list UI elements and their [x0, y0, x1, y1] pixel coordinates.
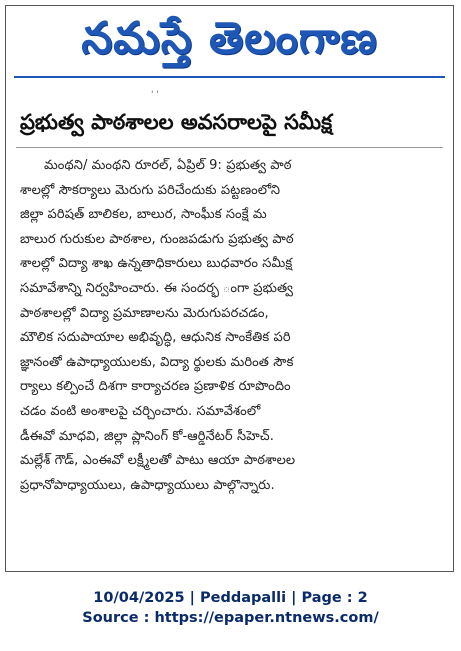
newspaper-masthead: నమస్తే తెలంగాణ: [81, 13, 378, 64]
article-line: మంథని/ మంథని రూరల్, ఏప్రిల్ 9: ప్రభుత్వ పాఠ: [44, 158, 292, 173]
article-line: బాలుర గురుకుల పాఠశాల, గుంజపడుగు ప్రభుత్వ పాఠ: [20, 231, 294, 247]
article-line: మల్లేశ్ గౌడ్, ఎంఈవో లక్ష్మీలతో పాటు ఆయా పాఠశాలల: [20, 453, 296, 469]
clipping-footer: [0, 588, 461, 628]
article-body: [20, 154, 450, 498]
article-line: చడం వంటి అంశాలపై చర్చించారు. సమావేశంలో: [20, 403, 261, 419]
article-line: జ్ఞానంతో ఉపాధ్యాయులకు, విద్యా ర్థులకు మరింత సౌక: [20, 354, 294, 370]
article-line: జిల్లా పరిషత్ బాలికల, బాలుర, సాంఘీక సంక్షే మ: [20, 207, 267, 223]
article-headline: ప్రభుత్వ పాఠశాలల అవసరాలపై సమీక్ష: [20, 110, 333, 134]
masthead-divider: [14, 76, 445, 78]
page-marker: ' ': [151, 90, 159, 100]
article-line: మౌలిక సదుపాయాల అభివృద్ధి, ఆధునిక సాంకేతిక పరి: [20, 330, 291, 346]
article-line: ర్యాలు కల్పించే దిశగా కార్యాచరణ ప్రణాళిక రూపొందిం: [20, 379, 291, 395]
article-line: ప్రధానోపాధ్యాయులు, ఉపాధ్యాయులు పాల్గొన్నారు.: [20, 477, 275, 493]
headline-divider: [16, 147, 443, 148]
article-line: డీఈవో మాధవి, జిల్లా ప్లానింగ్ కో-ఆర్డినేటర్ సీహెచ్.: [20, 428, 274, 444]
article-line: సమావేశాన్ని నిర్వహించారు. ఈ సందర్భ ంగా ప్రభుత్వ: [20, 280, 294, 296]
footer-source-link[interactable]: Source : https://epaper.ntnews.com/: [82, 610, 379, 626]
footer-date-edition: 10/04/2025 | Peddapalli | Page : 2: [93, 590, 368, 606]
clipping-frame: [5, 5, 454, 572]
article-line: శాలల్లో సౌకర్యాలు మెరుగు పరిచేందుకు పట్టణంలోని: [20, 182, 281, 198]
article-line: పాఠశాలల్లో విద్యా ప్రమాణాలను మెరుగుపరచడం,: [20, 305, 269, 321]
article-line: శాలల్లో విద్యా శాఖ ఉన్నతాధికారులు బుధవారం సమీక్ష: [20, 256, 293, 272]
